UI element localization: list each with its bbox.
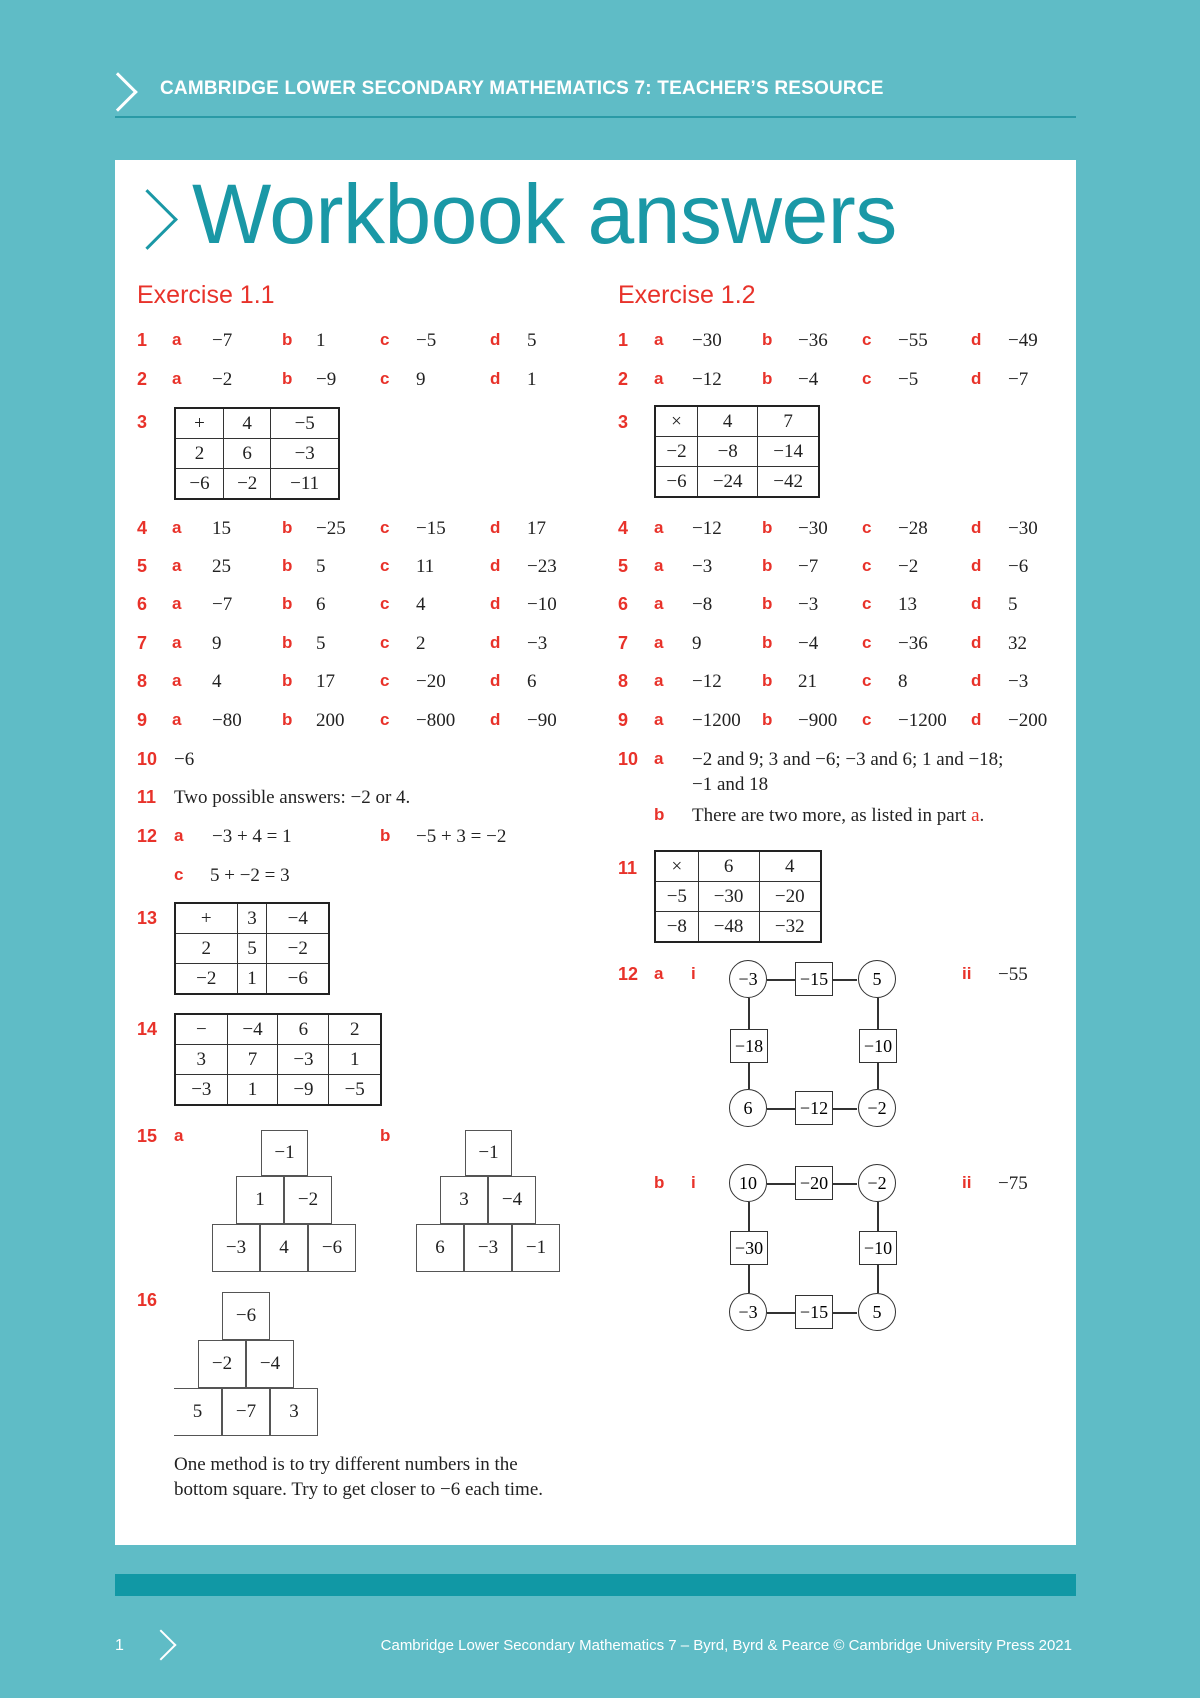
pyramid-cell: −1 xyxy=(261,1130,308,1176)
header-chevron-icon xyxy=(98,72,138,112)
pyramid-cell: −6 xyxy=(222,1292,270,1340)
table-row xyxy=(175,1014,381,1045)
table-cell: 4 xyxy=(759,851,821,882)
table-row xyxy=(175,1075,381,1106)
table-cell: −9 xyxy=(278,1075,329,1106)
table-cell: 6 xyxy=(278,1014,329,1045)
pyramid-cell: −6 xyxy=(308,1224,356,1272)
circle-node: −2 xyxy=(858,1164,896,1202)
square-node: −15 xyxy=(795,962,833,996)
table-row xyxy=(175,469,339,500)
pyramid-cell: −2 xyxy=(198,1340,246,1388)
table-cell: 3 xyxy=(175,1045,227,1075)
table-cell: 1 xyxy=(237,964,267,995)
table-cell: + xyxy=(175,408,223,439)
multiplication-table xyxy=(654,850,822,943)
table-cell: −42 xyxy=(758,467,819,498)
circle-node: −3 xyxy=(729,960,767,998)
square-node: −30 xyxy=(730,1231,768,1265)
table-row xyxy=(655,851,821,882)
table-cell: −5 xyxy=(655,882,698,912)
pyramid-cell: −3 xyxy=(212,1224,260,1272)
page-number: 1 xyxy=(115,1637,124,1654)
circle-node: 5 xyxy=(858,960,896,998)
table-cell: −5 xyxy=(329,1075,381,1106)
table-cell: −8 xyxy=(655,912,698,943)
pyramid-cell: −2 xyxy=(284,1176,332,1224)
pyramid-cell: −1 xyxy=(512,1224,560,1272)
footer-credit: Cambridge Lower Secondary Mathematics 7 – Byrd, Byrd & Pearce © Cambridge University Press 2021 xyxy=(380,1637,1072,1654)
table-cell: −6 xyxy=(175,469,223,500)
table-cell: −2 xyxy=(655,437,698,467)
table-row xyxy=(175,408,339,439)
pyramid-cell: −4 xyxy=(488,1176,536,1224)
table-cell: 7 xyxy=(227,1045,278,1075)
table-row xyxy=(655,406,819,437)
table-cell: 7 xyxy=(758,406,819,437)
table-row xyxy=(175,439,339,469)
square-node: −12 xyxy=(795,1091,833,1125)
pyramid-cell: −4 xyxy=(246,1340,294,1388)
circle-node: 5 xyxy=(858,1293,896,1331)
table-cell: 2 xyxy=(175,934,237,964)
pyramid-cell: 1 xyxy=(236,1176,284,1224)
exercise-heading-left: Exercise 1.1 xyxy=(137,281,275,309)
table-cell: −3 xyxy=(175,1075,227,1106)
table-cell: −30 xyxy=(698,882,759,912)
page-title: Workbook answers xyxy=(192,167,897,261)
table-cell: −5 xyxy=(271,408,339,439)
pyramid-cell: −1 xyxy=(465,1130,512,1176)
method-note: One method is to try different numbers in the bottom square. Try to get closer to −6 each time. xyxy=(174,1454,544,1500)
pyramid-cell: −3 xyxy=(464,1224,512,1272)
circle-node: 6 xyxy=(729,1089,767,1127)
table-cell: −20 xyxy=(759,882,821,912)
table-cell: − xyxy=(175,1014,227,1045)
square-node: −20 xyxy=(795,1166,833,1200)
subtraction-table xyxy=(174,1013,382,1106)
table-cell: −14 xyxy=(758,437,819,467)
table-cell: −48 xyxy=(698,912,759,943)
pyramid-cell: 3 xyxy=(270,1388,318,1436)
table-cell: −24 xyxy=(698,467,758,498)
table-cell: 1 xyxy=(329,1045,381,1075)
table-row xyxy=(175,903,329,934)
table-cell: 4 xyxy=(223,408,270,439)
table-cell: 5 xyxy=(237,934,267,964)
table-row xyxy=(175,964,329,995)
table-cell: −6 xyxy=(655,467,698,498)
pyramid-cell: −7 xyxy=(222,1388,270,1436)
table-cell: 6 xyxy=(698,851,759,882)
table-cell: −11 xyxy=(271,469,339,500)
square-node: −18 xyxy=(730,1029,768,1063)
circle-node: −2 xyxy=(858,1089,896,1127)
square-node: −15 xyxy=(795,1295,833,1329)
table-cell: −2 xyxy=(267,934,329,964)
footer-chevron-icon xyxy=(145,1629,176,1660)
footer-bar xyxy=(115,1574,1076,1596)
table-cell: −4 xyxy=(227,1014,278,1045)
table-cell: × xyxy=(655,851,698,882)
exercise-heading-right: Exercise 1.2 xyxy=(618,281,756,309)
table-cell: −3 xyxy=(278,1045,329,1075)
pyramid-cell: 6 xyxy=(416,1224,464,1272)
table-cell: 2 xyxy=(175,439,223,469)
table-row xyxy=(655,437,819,467)
table-cell: −4 xyxy=(267,903,329,934)
header-title: CAMBRIDGE LOWER SECONDARY MATHEMATICS 7: TEACHER’S RESOURCE xyxy=(160,78,884,99)
addition-table xyxy=(174,407,340,500)
table-cell: −32 xyxy=(759,912,821,943)
addition-table xyxy=(174,902,330,995)
table-row xyxy=(655,467,819,498)
table-cell: 4 xyxy=(698,406,758,437)
table-cell: −6 xyxy=(267,964,329,995)
multiplication-table xyxy=(654,405,820,498)
table-row xyxy=(175,1045,381,1075)
table-cell: 2 xyxy=(329,1014,381,1045)
table-cell: −2 xyxy=(223,469,270,500)
table-cell: 6 xyxy=(223,439,270,469)
pyramid-cell: 4 xyxy=(260,1224,308,1272)
square-node: −10 xyxy=(859,1029,897,1063)
table-cell: × xyxy=(655,406,698,437)
square-node: −10 xyxy=(859,1231,897,1265)
table-cell: + xyxy=(175,903,237,934)
table-cell: 3 xyxy=(237,903,267,934)
table-row xyxy=(655,912,821,943)
header-divider xyxy=(115,116,1076,118)
table-cell: 1 xyxy=(227,1075,278,1106)
table-cell: −3 xyxy=(271,439,339,469)
table-row xyxy=(175,934,329,964)
table-cell: −2 xyxy=(175,964,237,995)
pyramid-cell: 5 xyxy=(174,1388,222,1436)
circle-node: 10 xyxy=(729,1164,767,1202)
pyramid-cell: 3 xyxy=(440,1176,488,1224)
table-row xyxy=(655,882,821,912)
circle-node: −3 xyxy=(729,1293,767,1331)
table-cell: −8 xyxy=(698,437,758,467)
